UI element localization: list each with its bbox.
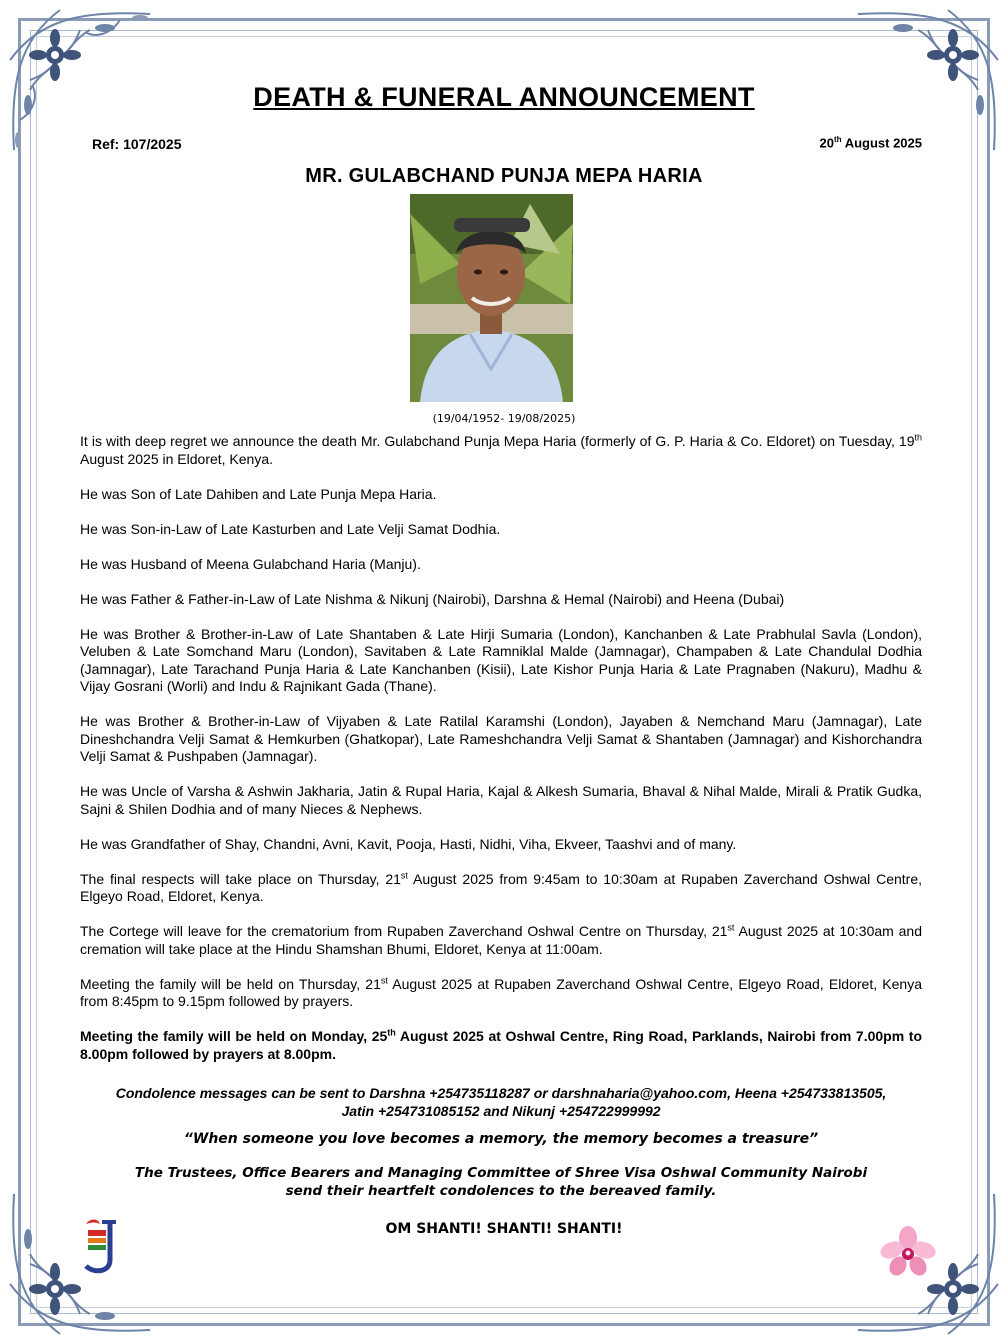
paragraph-father: He was Father & Father-in-Law of Late Nishma & Nikunj (Nairobi), Darshna & Hemal (Nairobi) and Heena (Dubai) (80, 590, 785, 607)
trustees-message (80, 1164, 922, 1200)
paragraph-cortege: The Cortege will leave for the crematorium from Rupaben Zaverchand Oshwal Centre on Thursday, 21st August 2025 at 10:30am and cremation will take place at the Hindu Shamshan Bhumi, Eldoret, Kenya at 11:00am. (80, 922, 922, 957)
paragraph-meeting-eldoret: Meeting the family will be held on Thursday, 21st August 2025 at Rupaben Zaverchand Oshwal Centre, Elgeyo Road, Eldoret, Kenya from 8:45pm to 9.15pm followed by prayers. (80, 974, 922, 1009)
paragraph-uncle: He was Uncle of Varsha & Ashwin Jakharia, Jatin & Rupal Haria, Kajal & Alkesh Sumaria, Bhaval & Nihal Malde, Mirali & Pratik Gudka, Sajni & Shilen Dodhia and of many Nieces & Nephews. (80, 783, 922, 817)
paragraph-brother-2: He was Brother & Brother-in-Law of Vijyaben & Late Ratilal Karamshi (London), Jayaben & Nemchand Maru (Jamnagar), Late Dineshchandra Velji Samat & Hemkurben (Ghatkopar), Late Rameshchandra Velji Samat & Shantaben (Jamnagar) and Kishorchandra Velji Samat & Pushpaben (Jamnagar). (80, 713, 922, 764)
community-logo (80, 1216, 120, 1276)
paragraph-brother-1: He was Brother & Brother-in-Law of Late Shantaben & Late Hirji Sumaria (London), Kanchanben & Late Prabhulal Savla (London), Veluben & Late Somchand Maru (London), Savitaben & Late Ramniklal Malde (Jamnagar), Champaben & Late Chandulal Dodhia (Jamnagar), Late Tarachand Punja Haria & Late Kanchanben (Kisii), Late Kishor Punja Haria & Late Pragnaben (Nakuru), Madhu & Vijay Gosrani (Worli) and Indu & Rajnikant Gada (Thane). (80, 625, 922, 694)
paragraph-death-notice: It is with deep regret we announce the death Mr. Gulabchand Punja Mepa Haria (formerly of G. P. Haria & Co. Eldoret) on Tuesday, 19th August 2025 in Eldoret, Kenya. (80, 432, 922, 467)
announcement-body (80, 433, 922, 1081)
paragraph-son-of: He was Son of Late Dahiben and Late Punja Mepa Haria. (80, 485, 437, 502)
om-shanti-closing: OM SHANTI! SHANTI! SHANTI! (385, 1221, 623, 1237)
deceased-name: MR. GULABCHAND PUNJA MEPA HARIA (305, 165, 703, 187)
paragraph-meeting-nairobi: Meeting the family will be held on Monday, 25th August 2025 at Oshwal Centre, Ring Road, Parklands, Nairobi from 7.00pm to 8.00pm followed by prayers at 8.00pm. (80, 1027, 922, 1062)
announcement-date: 20th August 2025 (819, 135, 922, 151)
paragraph-son-in-law: He was Son-in-Law of Late Kasturben and Late Velji Samat Dodhia. (80, 520, 501, 537)
lifespan-dates: (19/04/1952- 19/08/2025) (432, 412, 576, 425)
deceased-portrait-photo (410, 194, 573, 402)
condolence-line-1: Condolence messages can be sent to Darshna +254735118287 or darshnaharia@yahoo.com, Heena +254733813505, (115, 1085, 887, 1101)
condolence-contacts (80, 1084, 922, 1120)
paragraph-final-respects: The final respects will take place on Thursday, 21st August 2025 from 9:45am to 10:30am at Rupaben Zaverchand Oshwal Centre, Elgeyo Road, Eldoret, Kenya. (80, 869, 922, 904)
memorial-quote: “When someone you love becomes a memory, the memory becomes a treasure” (183, 1131, 819, 1147)
orchid-flower-decoration (880, 1226, 936, 1278)
reference-number: Ref: 107/2025 (92, 136, 182, 152)
trustees-line-1: The Trustees, Office Bearers and Managing Committee of Shree Visa Oshwal Community Nairobi (134, 1165, 868, 1181)
paragraph-grandfather: He was Grandfather of Shay, Chandni, Avni, Kavit, Pooja, Hasti, Nidhi, Viha, Ekveer, Taashvi and of many. (80, 835, 737, 852)
condolence-line-2: Jatin +254731085152 and Nikunj +254722999992 (341, 1103, 661, 1119)
announcement-title: DEATH & FUNERAL ANNOUNCEMENT (253, 82, 755, 112)
paragraph-husband: He was Husband of Meena Gulabchand Haria (Manju). (80, 555, 421, 572)
trustees-line-2: send their heartfelt condolences to the bereaved family. (285, 1183, 717, 1199)
